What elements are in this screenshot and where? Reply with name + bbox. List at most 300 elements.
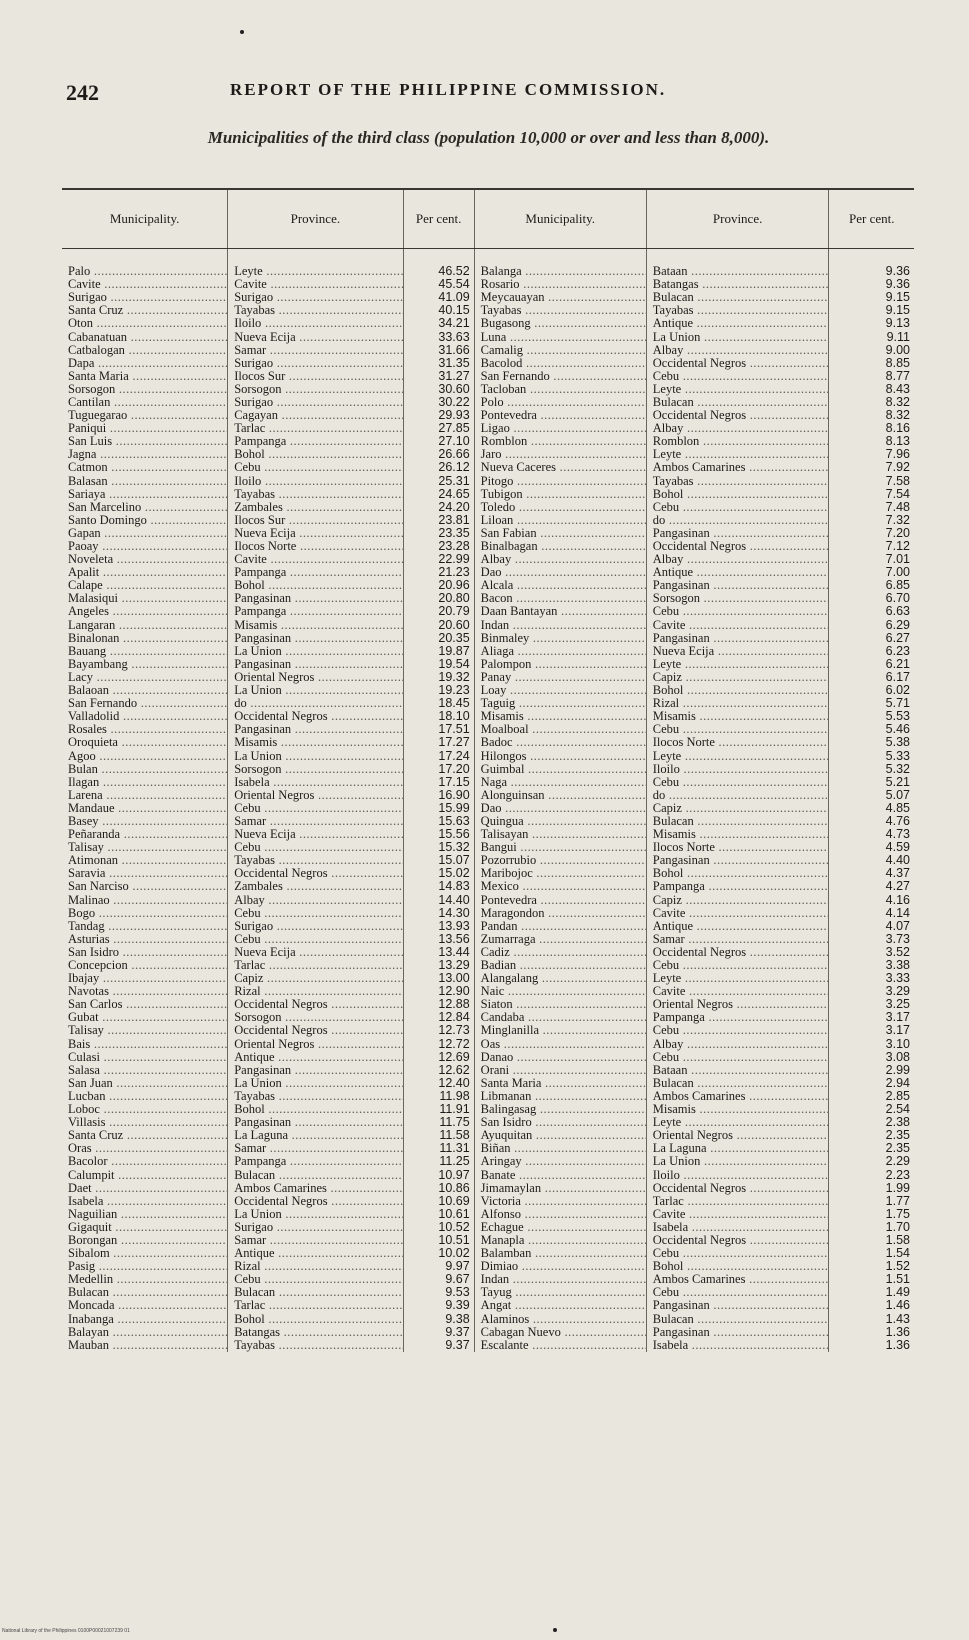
municipality-cell-text: Bais .....	[68, 1038, 228, 1051]
province-cell-2	[646, 1129, 829, 1142]
municipality-cell-2-text: Binalbagan .....	[481, 540, 647, 553]
province-cell-2	[646, 1326, 829, 1339]
municipality-cell	[62, 475, 228, 488]
province-cell-text: Samar .....	[234, 344, 403, 357]
per-cent-cell: 12.73	[403, 1024, 474, 1037]
municipality-cell-2	[474, 1051, 646, 1064]
province-cell-2	[646, 749, 829, 762]
province-cell-2	[646, 619, 829, 632]
per-cent-cell-2: 9.36	[885, 264, 910, 279]
table-body	[62, 249, 914, 1352]
municipality-cell	[62, 370, 228, 383]
province-cell-2-text: Cebu .....	[653, 776, 829, 789]
province-cell-text: Sorsogon .....	[234, 1011, 403, 1024]
province-cell	[228, 959, 403, 972]
province-cell	[228, 383, 403, 396]
municipality-cell-2-text: Jimamaylan .....	[481, 1182, 647, 1195]
municipality-cell-text: Lacy .....	[68, 671, 228, 684]
municipality-cell	[62, 710, 228, 723]
province-cell-text: Bohol .....	[234, 579, 403, 592]
province-cell-2	[646, 933, 829, 946]
per-cent-cell-2: 1.36	[885, 1338, 910, 1352]
province-cell-text: do .....	[234, 697, 403, 710]
table-row	[62, 697, 914, 710]
per-cent-cell: 10.02	[403, 1247, 474, 1260]
municipality-cell-2	[474, 344, 646, 357]
province-cell	[228, 828, 403, 841]
table-row	[62, 592, 914, 605]
municipality-cell-2	[474, 383, 646, 396]
ink-speck	[240, 30, 244, 34]
municipality-cell-2-text: Jaro .....	[481, 448, 647, 461]
per-cent-cell-2: 6.23	[885, 644, 910, 658]
municipality-cell-2	[474, 1129, 646, 1142]
per-cent-cell: 15.99	[403, 802, 474, 815]
table-caption: Municipalities of the third class (population 10,000 or over and less than 8,000).	[207, 128, 770, 147]
per-cent-cell-2: 6.17	[885, 670, 910, 684]
municipality-cell	[62, 357, 228, 370]
municipality-cell-2-text: Liloan .....	[481, 514, 647, 527]
province-cell	[228, 540, 403, 553]
province-cell	[228, 304, 403, 317]
per-cent-cell: 9.38	[403, 1313, 474, 1326]
municipality-cell-2-text: Panay .....	[481, 671, 647, 684]
municipality-cell	[62, 985, 228, 998]
municipality-cell-2-text: San Fabian .....	[481, 527, 647, 540]
province-cell	[228, 1260, 403, 1273]
municipality-cell-2	[474, 304, 646, 317]
municipality-cell	[62, 1011, 228, 1024]
municipality-cell-text: Loboc .....	[68, 1103, 228, 1116]
per-cent-cell: 26.12	[403, 461, 474, 474]
table-row	[62, 867, 914, 880]
per-cent-cell: 22.99	[403, 553, 474, 566]
province-cell-2	[646, 723, 829, 736]
municipality-cell-2	[474, 1116, 646, 1129]
province-cell-2-text: Pangasinan .....	[653, 1299, 829, 1312]
province-cell-text: Nueva Ecija .....	[234, 527, 403, 540]
province-cell-2	[646, 435, 829, 448]
province-cell-2-text: Bataan .....	[653, 1064, 829, 1077]
province-cell-2	[646, 1090, 829, 1103]
table-row	[62, 317, 914, 330]
province-cell-2-text: Cebu .....	[653, 1024, 829, 1037]
province-cell-2-text: Cebu .....	[653, 1247, 829, 1260]
province-cell-2	[646, 370, 829, 383]
municipality-cell-2-text: Alaminos .....	[481, 1313, 647, 1326]
municipality-cell-text: Gigaquit .....	[68, 1221, 228, 1234]
province-cell	[228, 802, 403, 815]
province-cell-text: Rizal .....	[234, 985, 403, 998]
province-cell	[228, 1221, 403, 1234]
per-cent-cell-2: 7.12	[885, 539, 910, 554]
province-cell	[228, 645, 403, 658]
municipality-cell-2	[474, 488, 646, 501]
municipality-cell	[62, 1168, 228, 1181]
per-cent-cell: 9.37	[403, 1339, 474, 1352]
municipality-cell-2-text: Indan .....	[481, 619, 647, 632]
province-cell	[228, 1103, 403, 1116]
municipality-cell	[62, 1024, 228, 1037]
per-cent-cell: 20.96	[403, 579, 474, 592]
per-cent-cell-2: 4.07	[885, 919, 910, 933]
per-cent-cell-2: 9.36	[885, 278, 910, 292]
province-cell-2-text: do .....	[653, 789, 829, 802]
municipality-cell	[62, 632, 228, 645]
province-cell-2	[646, 475, 829, 488]
table-row	[62, 435, 914, 448]
per-cent-cell: 19.87	[403, 645, 474, 658]
per-cent-cell: 17.51	[403, 723, 474, 736]
header-per-cent: Per cent.	[403, 189, 474, 249]
municipality-cell	[62, 304, 228, 317]
province-cell-2-text: Isabela .....	[653, 1221, 829, 1234]
province-cell-2	[646, 1142, 829, 1155]
per-cent-cell: 18.10	[403, 710, 474, 723]
municipality-cell	[62, 1090, 228, 1103]
province-cell	[228, 1168, 403, 1181]
per-cent-cell: 12.72	[403, 1038, 474, 1051]
municipality-cell-2-text: Badian .....	[481, 959, 647, 972]
per-cent-cell-2: 5.32	[885, 762, 910, 776]
province-cell-2	[646, 396, 829, 409]
province-cell-2-text: Occidental Negros .....	[653, 1234, 829, 1247]
table-row	[62, 946, 914, 959]
municipality-cell-2	[474, 658, 646, 671]
municipality-cell-text: Lucban .....	[68, 1090, 228, 1103]
municipality-cell-text: Bogo .....	[68, 907, 228, 920]
header-province: Province.	[228, 189, 403, 249]
municipality-cell-2	[474, 933, 646, 946]
province-cell-text: Ilocos Norte .....	[234, 540, 403, 553]
municipality-cell-text: San Narciso .....	[68, 880, 228, 893]
province-cell-text: Sorsogon .....	[234, 383, 403, 396]
province-cell	[228, 763, 403, 776]
municipality-cell-text: Atimonan .....	[68, 854, 228, 867]
municipality-cell-2	[474, 946, 646, 959]
table-row	[62, 291, 914, 304]
municipality-cell-text: San Carlos .....	[68, 998, 228, 1011]
province-cell-2	[646, 907, 829, 920]
municipality-cell	[62, 776, 228, 789]
province-cell-2-text: Cebu .....	[653, 501, 829, 514]
province-cell-text: Tayabas .....	[234, 488, 403, 501]
municipality-cell-text: Villasis .....	[68, 1116, 228, 1129]
province-cell-text: Pangasinan .....	[234, 723, 403, 736]
municipality-cell-2	[474, 1260, 646, 1273]
province-cell	[228, 461, 403, 474]
municipality-cell-2-text: Danao .....	[481, 1051, 647, 1064]
municipality-cell-2-text: Oas .....	[481, 1038, 647, 1051]
per-cent-cell: 11.91	[403, 1103, 474, 1116]
province-cell-text: Pampanga .....	[234, 1155, 403, 1168]
municipality-cell-text: Santa Cruz .....	[68, 1129, 228, 1142]
province-cell-text: Pampanga .....	[234, 566, 403, 579]
province-cell	[228, 488, 403, 501]
municipality-cell-2-text: Escalante .....	[481, 1339, 647, 1352]
per-cent-cell-2: 8.32	[885, 395, 910, 409]
province-cell-2-text: Antique .....	[653, 317, 829, 330]
province-cell-text: Misamis .....	[234, 619, 403, 632]
province-cell	[228, 435, 403, 448]
province-cell-2	[646, 1182, 829, 1195]
table-row	[62, 1116, 914, 1129]
per-cent-cell: 12.69	[403, 1051, 474, 1064]
per-cent-cell-2: 3.38	[885, 958, 910, 973]
table-row	[62, 1182, 914, 1195]
municipality-cell-text: Inabanga .....	[68, 1313, 228, 1326]
province-cell-text: Nueva Ecija .....	[234, 946, 403, 959]
municipality-cell-text: Borongan .....	[68, 1234, 228, 1247]
province-cell	[228, 946, 403, 959]
table-row	[62, 501, 914, 514]
province-cell-text: Occidental Negros .....	[234, 1195, 403, 1208]
province-cell-2	[646, 592, 829, 605]
per-cent-cell: 19.54	[403, 658, 474, 671]
table-row	[62, 1011, 914, 1024]
province-cell-2	[646, 972, 829, 985]
municipality-cell-text: Malasiqui .....	[68, 592, 228, 605]
municipality-cell-text: San Isidro .....	[68, 946, 228, 959]
per-cent-cell-2: 4.37	[885, 867, 910, 881]
province-cell-text: Pangasinan .....	[234, 632, 403, 645]
municipality-cell-text: Gubat .....	[68, 1011, 228, 1024]
table-row	[62, 330, 914, 343]
municipality-cell	[62, 1038, 228, 1051]
per-cent-cell: 23.81	[403, 514, 474, 527]
municipality-cell-2	[474, 736, 646, 749]
province-cell-text: La Union .....	[234, 749, 403, 762]
municipality-cell-2	[474, 645, 646, 658]
province-cell-text: Ilocos Sur .....	[234, 514, 403, 527]
province-cell-2-text: Ilocos Norte .....	[653, 736, 829, 749]
province-cell-2	[646, 488, 829, 501]
per-cent-cell: 14.40	[403, 894, 474, 907]
province-cell-2-text: Isabela .....	[653, 1339, 829, 1352]
municipality-cell	[62, 920, 228, 933]
municipality-cell-2	[474, 920, 646, 933]
province-cell	[228, 501, 403, 514]
municipality-cell-2-text: Tubigon .....	[481, 488, 647, 501]
province-cell-2	[646, 815, 829, 828]
municipality-cell-2-text: Daan Bantayan .....	[481, 605, 647, 618]
per-cent-cell-2: 1.51	[885, 1273, 910, 1287]
municipality-cell	[62, 1339, 228, 1352]
province-cell-2	[646, 1234, 829, 1247]
per-cent-cell: 10.51	[403, 1234, 474, 1247]
municipality-cell-2	[474, 1221, 646, 1234]
province-cell-2-text: Bohol .....	[653, 488, 829, 501]
per-cent-cell-2: 9.11	[886, 330, 910, 344]
municipality-cell-text: Santo Domingo .....	[68, 514, 228, 527]
province-cell-2-text: Cebu .....	[653, 723, 829, 736]
per-cent-cell: 14.83	[403, 880, 474, 893]
municipality-cell-2-text: Alonguinsan .....	[481, 789, 647, 802]
per-cent-cell: 9.67	[403, 1273, 474, 1286]
municipality-cell-2	[474, 867, 646, 880]
province-cell-2	[646, 789, 829, 802]
municipality-cell-2-text: Quingua .....	[481, 815, 647, 828]
province-cell-2-text: Leyte .....	[653, 749, 829, 762]
municipality-cell	[62, 448, 228, 461]
municipality-cell-2-text: Candaba .....	[481, 1011, 647, 1024]
per-cent-cell: 12.62	[403, 1064, 474, 1077]
municipality-cell-text: Noveleta .....	[68, 553, 228, 566]
table-header-row	[62, 189, 914, 249]
municipality-cell-2-text: Romblon .....	[481, 435, 647, 448]
municipality-cell-text: San Juan .....	[68, 1077, 228, 1090]
municipality-cell-text: Bauang .....	[68, 645, 228, 658]
municipality-cell-2-text: Balingasag .....	[481, 1103, 647, 1116]
municipality-cell	[62, 815, 228, 828]
municipality-cell	[62, 1142, 228, 1155]
per-cent-cell: 27.10	[403, 435, 474, 448]
municipality-cell-2	[474, 396, 646, 409]
municipality-cell-text: Daet .....	[68, 1182, 228, 1195]
per-cent-cell: 19.23	[403, 684, 474, 697]
municipality-cell-2	[474, 972, 646, 985]
municipality-cell	[62, 527, 228, 540]
province-cell-2	[646, 841, 829, 854]
table-row	[62, 448, 914, 461]
per-cent-cell: 45.54	[403, 278, 474, 291]
province-cell-2	[646, 540, 829, 553]
municipality-cell	[62, 894, 228, 907]
province-cell-text: Cebu .....	[234, 841, 403, 854]
municipalities-table	[62, 188, 914, 1352]
province-cell-2	[646, 1051, 829, 1064]
province-cell-2-text: Ambos Camarines .....	[653, 1090, 829, 1103]
province-cell	[228, 894, 403, 907]
municipality-cell-2	[474, 671, 646, 684]
municipality-cell	[62, 1260, 228, 1273]
municipality-cell-text: Bayambang .....	[68, 658, 228, 671]
province-cell-2-text: Occidental Negros .....	[653, 357, 829, 370]
municipality-cell-2-text: Talisayan .....	[481, 828, 647, 841]
per-cent-cell-2: 3.73	[885, 932, 910, 946]
province-cell-2	[646, 946, 829, 959]
municipality-cell	[62, 841, 228, 854]
table-row	[62, 1064, 914, 1077]
province-cell-2-text: Samar .....	[653, 933, 829, 946]
province-cell-text: Zambales .....	[234, 501, 403, 514]
municipality-cell	[62, 1221, 228, 1234]
municipality-cell-text: Oton .....	[68, 317, 228, 330]
per-cent-cell-2: 2.99	[885, 1063, 910, 1077]
municipality-cell-text: Langaran .....	[68, 619, 228, 632]
municipality-cell-text: Santa Maria .....	[68, 370, 228, 383]
table-row	[62, 1195, 914, 1208]
per-cent-cell-2: 5.21	[885, 775, 910, 789]
province-cell	[228, 1038, 403, 1051]
municipality-cell-2-text: Mexico .....	[481, 880, 647, 893]
municipality-cell-text: San Luis .....	[68, 435, 228, 448]
per-cent-cell-2: 4.16	[885, 893, 910, 907]
table-row	[62, 815, 914, 828]
municipality-cell-2-text: Bangui .....	[481, 841, 647, 854]
per-cent-cell: 10.97	[403, 1168, 474, 1181]
per-cent-cell-2: 2.54	[885, 1103, 910, 1117]
municipality-cell	[62, 1051, 228, 1064]
table-row	[62, 972, 914, 985]
province-cell-2-text: Pangasinan .....	[653, 1326, 829, 1339]
table-row	[62, 527, 914, 540]
municipality-cell-2	[474, 514, 646, 527]
municipality-cell-2	[474, 291, 646, 304]
per-cent-cell-2: 9.13	[885, 317, 910, 331]
municipality-cell-text: Mandaue .....	[68, 802, 228, 815]
per-cent-cell-2: 2.38	[885, 1116, 910, 1130]
province-cell-2-text: Cebu .....	[653, 1051, 829, 1064]
province-cell-2	[646, 880, 829, 893]
municipality-cell-2-text: Naga .....	[481, 776, 647, 789]
table-row	[62, 710, 914, 723]
municipality-cell	[62, 867, 228, 880]
municipality-cell-text: Naguilian .....	[68, 1208, 228, 1221]
per-cent-cell-2: 9.15	[885, 304, 910, 318]
province-cell-2-text: Misamis .....	[653, 710, 829, 723]
province-cell-text: Bulacan .....	[234, 1168, 403, 1181]
province-cell-2-text: Cavite .....	[653, 1208, 829, 1221]
province-cell-text: Occidental Negros .....	[234, 710, 403, 723]
municipality-cell	[62, 553, 228, 566]
municipality-cell-2-text: Pitogo .....	[481, 475, 647, 488]
province-cell-text: Tayabas .....	[234, 1339, 403, 1352]
municipality-cell-text: Calape .....	[68, 579, 228, 592]
per-cent-cell: 46.52	[403, 249, 474, 279]
municipality-cell-2	[474, 579, 646, 592]
municipality-cell-2	[474, 317, 646, 330]
municipality-cell	[62, 278, 228, 291]
per-cent-cell: 11.75	[403, 1116, 474, 1129]
per-cent-cell-2: 7.32	[885, 513, 910, 527]
per-cent-cell-2: 6.63	[885, 605, 910, 619]
province-cell-2	[646, 1064, 829, 1077]
per-cent-cell: 9.53	[403, 1286, 474, 1299]
municipality-cell-2-text: Maribojoc .....	[481, 867, 647, 880]
table-row	[62, 370, 914, 383]
province-cell-text: La Union .....	[234, 645, 403, 658]
municipality-cell	[62, 1103, 228, 1116]
province-cell-2	[646, 317, 829, 330]
province-cell-2-text: Sorsogon .....	[653, 592, 829, 605]
municipality-cell-2-text: San Fernando .....	[481, 370, 647, 383]
province-cell-text: Ilocos Sur .....	[234, 370, 403, 383]
per-cent-cell-2: 7.48	[885, 500, 910, 514]
province-cell-text: Occidental Negros .....	[234, 998, 403, 1011]
province-cell-text: Rizal .....	[234, 1260, 403, 1273]
municipality-cell	[62, 907, 228, 920]
per-cent-cell: 23.28	[403, 540, 474, 553]
province-cell-2	[646, 579, 829, 592]
per-cent-cell-2: 7.01	[885, 553, 910, 567]
municipality-cell-text: Ibajay .....	[68, 972, 228, 985]
municipality-cell-2	[474, 959, 646, 972]
per-cent-cell: 15.02	[403, 867, 474, 880]
per-cent-cell-2: 3.10	[885, 1037, 910, 1051]
per-cent-cell-2: 7.00	[885, 566, 910, 580]
municipality-cell-2	[474, 815, 646, 828]
province-cell-2	[646, 776, 829, 789]
province-cell-text: Surigao .....	[234, 1221, 403, 1234]
province-cell-text: Ambos Camarines .....	[234, 1182, 403, 1195]
ink-speck	[553, 1628, 557, 1632]
municipalities-table-wrap	[62, 188, 914, 1598]
per-cent-cell: 11.58	[403, 1129, 474, 1142]
table-row	[62, 658, 914, 671]
province-cell	[228, 697, 403, 710]
municipality-cell-text: Oroquieta .....	[68, 736, 228, 749]
